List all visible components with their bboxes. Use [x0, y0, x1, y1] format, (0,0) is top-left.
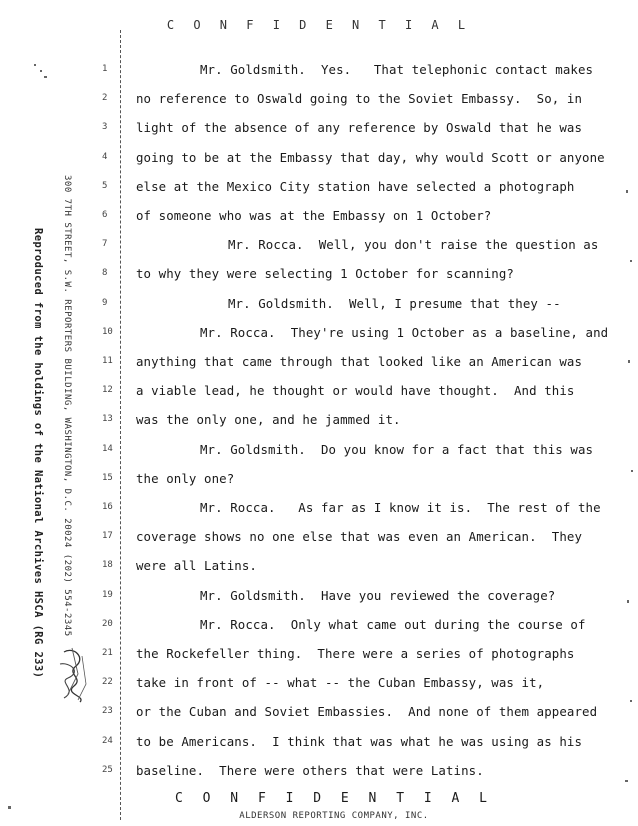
- line-number: 8: [102, 268, 108, 279]
- line-number: 20: [102, 618, 113, 629]
- line-number: 13: [102, 414, 113, 425]
- transcript-line: light of the absence of any reference by Oswald that he was: [136, 120, 583, 136]
- line-number: 15: [102, 472, 113, 483]
- transcript-line: going to be at the Embassy that day, why would Scott or anyone: [136, 149, 605, 165]
- transcript-line: were all Latins.: [136, 558, 257, 574]
- line-number: 9: [102, 297, 108, 308]
- transcript-line: Mr. Rocca. Well, you don't raise the question as: [228, 237, 599, 253]
- transcript-line: Mr. Goldsmith. Have you reviewed the coverage?: [200, 587, 556, 603]
- transcript-line: Mr. Rocca. Only what came out during the course of: [200, 616, 586, 632]
- line-number: 4: [102, 151, 108, 162]
- line-number: 16: [102, 502, 113, 512]
- scan-speck: [40, 70, 42, 72]
- transcript-line: was the only one, and he jammed it.: [136, 412, 401, 428]
- line-number: 14: [102, 443, 113, 454]
- line-number: 22: [102, 677, 113, 688]
- transcript-line: of someone who was at the Embassy on 1 October?: [136, 208, 492, 223]
- transcript-line: take in front of -- what -- the Cuban Embassy, was it,: [136, 675, 545, 691]
- line-number: 10: [102, 326, 113, 337]
- line-number: 12: [102, 385, 113, 396]
- page-header-confidential: C O N F I D E N T I A L: [166, 18, 472, 32]
- scan-speck: [44, 76, 47, 78]
- transcript-line: else at the Mexico City station have selected a photograph: [136, 178, 575, 194]
- scan-speck: [628, 360, 630, 363]
- transcript-line: Mr. Rocca. As far as I know it is. The rest of the: [200, 500, 601, 515]
- transcript-line: or the Cuban and Soviet Embassies. And none of them appeared: [136, 704, 598, 720]
- line-number: 19: [102, 589, 113, 600]
- line-number: 3: [102, 122, 108, 133]
- line-number: 5: [102, 180, 108, 191]
- archive-reproduction-note: Reproduced from the holdings of the National Archives HSCA (RG 233): [32, 228, 44, 679]
- transcript-line: anything that came through that looked like an American was: [136, 354, 583, 369]
- scan-speck: [630, 700, 632, 702]
- line-number: 25: [102, 764, 113, 775]
- line-number: 24: [102, 735, 113, 746]
- reporting-company-name: ALDERSON REPORTING COMPANY, INC.: [239, 811, 429, 821]
- transcript-line: Mr. Goldsmith. Yes. That telephonic contact makes: [200, 62, 594, 77]
- line-number: 1: [102, 64, 108, 74]
- transcript-line: to why they were selecting 1 October for scanning?: [136, 266, 514, 282]
- transcript-line: a viable lead, he thought or would have thought. And this: [136, 383, 575, 399]
- reporter-address: 300 7TH STREET, S.W. REPORTERS BUILDING, WASHINGTON, D.C. 20024 (202) 554-2345: [62, 175, 72, 637]
- transcript-line: Mr. Rocca. They're using 1 October as a baseline, and: [200, 324, 609, 340]
- scan-speck: [627, 600, 629, 603]
- line-number: 18: [102, 560, 113, 571]
- transcript-line: coverage shows no one else that was even an American. They: [136, 529, 583, 545]
- line-number: 11: [102, 356, 113, 366]
- transcript-line: to be Americans. I think that was what he was using as his: [136, 733, 583, 749]
- transcript-line: baseline. There were others that were Latins.: [136, 762, 484, 778]
- transcript-line: Mr. Goldsmith. Do you know for a fact that this was: [200, 441, 594, 457]
- line-number: 7: [102, 239, 108, 250]
- line-number: 21: [102, 648, 113, 658]
- scan-speck: [631, 470, 633, 472]
- line-number: 23: [102, 706, 113, 717]
- scan-speck: [630, 260, 632, 262]
- margin-rule: [120, 30, 122, 820]
- transcript-line: no reference to Oswald going to the Soviet Embassy. So, in: [136, 91, 583, 107]
- scan-speck: [8, 806, 11, 809]
- scan-speck: [625, 780, 628, 782]
- transcript-line: the only one?: [136, 470, 235, 486]
- scan-speck: [34, 64, 36, 66]
- scan-speck: [626, 190, 628, 193]
- archive-stamp-scribble: [56, 644, 94, 704]
- transcript-line: the Rockefeller thing. There were a series of photographs: [136, 646, 575, 661]
- line-number: 2: [102, 93, 108, 104]
- line-number: 17: [102, 531, 113, 542]
- line-number: 6: [102, 210, 108, 220]
- page-footer-confidential: C O N F I D E N T I A L: [174, 791, 493, 806]
- transcript-line: Mr. Goldsmith. Well, I presume that they --: [228, 295, 561, 311]
